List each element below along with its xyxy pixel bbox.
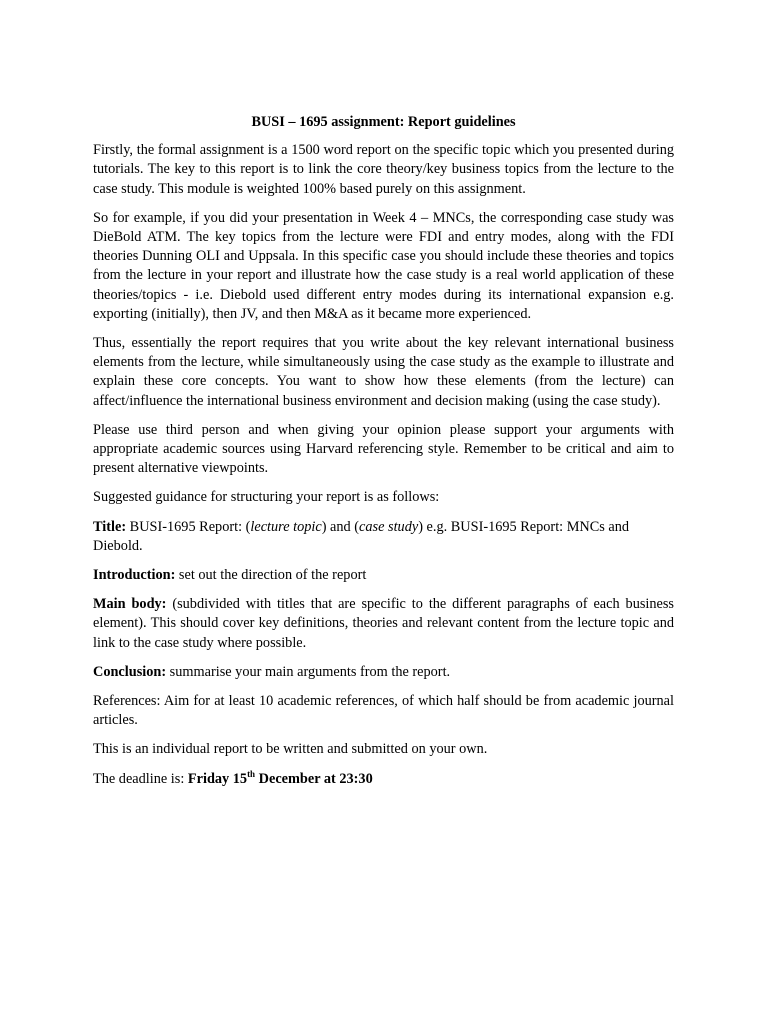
paragraph-style: Please use third person and when giving your opinion please support your arguments with appropriate academic sources using Harvard referencing style. Remember to be critical and aim to present alternative viewpoints. [93,421,674,477]
structure-main-body-item [93,595,674,653]
paragraph-references: References: Aim for at least 10 academic references, of which half should be from academic journal articles. [93,693,674,729]
structure-title-item [93,518,674,556]
conclusion-text: summarise your main arguments from the report. [166,663,451,680]
document-title: BUSI – 1695 assignment: Report guidelines [251,114,516,130]
document-page [93,113,674,799]
paragraph-deadline [93,770,674,789]
conclusion-label: Conclusion: [93,663,167,680]
title-label: Title: [93,518,127,535]
deadline-day: Friday 15 [187,770,248,787]
introduction-text: set out the direction of the report [175,567,367,584]
deadline-rest: December at 23:30 [255,770,373,787]
deadline-suffix: th [247,768,256,779]
title-text-3: ) e.g. BUSI-1695 Report: MNCs and Diebold. [93,518,630,554]
paragraph-individual: This is an individual report to be written and submitted on your own. [93,741,488,758]
structure-conclusion-item [93,663,674,682]
introduction-label: Introduction: [93,567,176,584]
paragraph-example: So for example, if you did your presentation in Week 4 – MNCs, the corresponding case study was DieBold ATM. The key topics from the lecture were FDI and entry modes, along with the FDI theories Dunning OLI and Uppsala. In this specific case you should include these theories and topics from the lecture in your report and illustrate how the case study is a real world application of these theories/topics - i.e. Diebold used different entry modes during its international expansion e.g. exporting (initially), then JV, and then M&A as it became more experienced. [93,209,674,322]
deadline-label: The deadline is: [93,770,188,787]
main-body-text: (subdivided with titles that are specific to the different paragraphs of each business element). This should cover key definitions, theories and relevant content from the lecture topic and link to the case study where possible. [93,596,674,651]
title-text-2: ) and ( [321,518,360,535]
title-text-1: BUSI-1695 Report: ( [126,518,251,535]
title-italic-1: lecture topic [250,518,322,535]
paragraph-intro: Firstly, the formal assignment is a 1500 word report on the specific topic which you presented during tutorials. The key to this report is to link the core theory/key business topics from the lecture to the case study. This module is weighted 100% based purely on this assignment. [93,142,674,197]
main-body-label: Main body: [93,596,167,613]
paragraph-essentials: Thus, essentially the report requires that you write about the key relevant international business elements from the lecture, while simultaneously using the case study as the example to illustrate and explain these core concepts. You want to show how these elements (from the lecture) can affect/influence the international business environment and decision making (using the case study). [93,335,674,409]
paragraph-guidance: Suggested guidance for structuring your report is as follows: [93,489,440,506]
title-italic-2: case study [359,518,419,535]
structure-introduction-item [93,566,674,585]
